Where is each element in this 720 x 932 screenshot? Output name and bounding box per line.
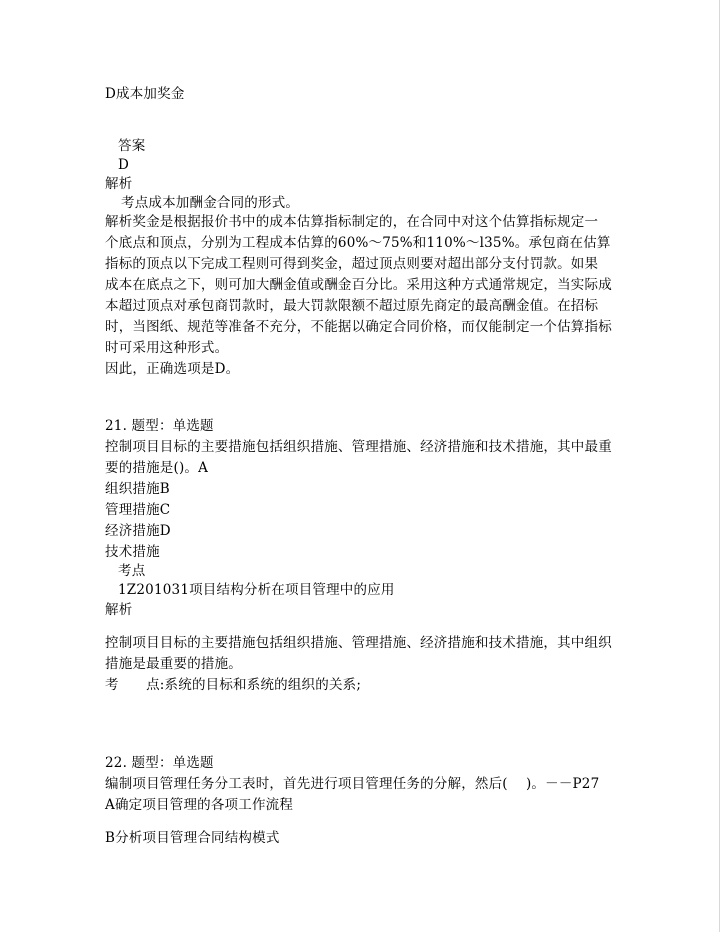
explanation-line: 解析奖金是根据报价书中的成本估算指标制定的，在合同中对这个估算指标规定一 <box>105 214 599 230</box>
answer-label: 答案 <box>118 138 146 154</box>
question-stem-line: 控制项目目标的主要措施包括组织措施、管理措施、经济措施和技术措施，其中最重 <box>105 439 612 455</box>
analysis-label: 解析 <box>105 176 133 192</box>
explanation-line: 指标的顶点以下完成工程则可得到奖金，超过顶点则要对超出部分支付罚款。如果 <box>105 256 599 272</box>
analysis-label: 解析 <box>105 602 133 618</box>
answer-value: D <box>118 157 130 173</box>
question-stem: 编制项目管理任务分工表时，首先进行项目管理任务的分解，然后( )。－－P27 <box>105 776 600 792</box>
explanation-line: 成本在底点之下，则可加大酬金值或酬金百分比。采用这种方式通常规定，当实际成 <box>105 277 612 293</box>
option-line: 经济措施D <box>105 523 171 539</box>
key-point-note: 考 点:系统的目标和系统的组织的关系; <box>105 677 362 693</box>
analysis-line: 控制项目目标的主要措施包括组织措施、管理措施、经济措施和技术措施，其中组织 <box>105 635 612 651</box>
option-b: B分析项目管理合同结构模式 <box>105 830 280 846</box>
question-stem-line: 要的措施是()。A <box>105 460 209 476</box>
explanation-line: 时可采用这种形式。 <box>105 340 229 356</box>
option-line: 技术措施 <box>105 544 160 560</box>
option-d: D成本加奖金 <box>105 86 185 102</box>
option-a: A确定项目管理的各项工作流程 <box>105 797 294 813</box>
explanation-line: 本超过顶点对承包商罚款时，最大罚款限额不超过原先商定的最高酬金值。在招标 <box>105 298 599 314</box>
question-header: 21. 题型：单选题 <box>105 418 214 434</box>
key-point: 考点成本加酬金合同的形式。 <box>121 195 300 211</box>
conclusion: 因此，正确选项是D。 <box>105 361 240 377</box>
explanation-line: 时，当图纸、规范等准备不充分，不能据以确定合同价格，而仅能制定一个估算指标 <box>105 319 612 335</box>
explanation-line: 个底点和顶点，分别为工程成本估算的60%～75%和110%～l35%。承包商在估算 <box>105 235 611 251</box>
question-header: 22. 题型：单选题 <box>105 755 214 771</box>
key-point-label: 考点 <box>118 563 146 579</box>
option-line: 组织措施B <box>105 481 170 497</box>
key-point-value: 1Z201031项目结构分析在项目管理中的应用 <box>118 582 395 598</box>
option-line: 管理措施C <box>105 502 171 518</box>
analysis-line: 措施是最重要的措施。 <box>105 656 242 672</box>
